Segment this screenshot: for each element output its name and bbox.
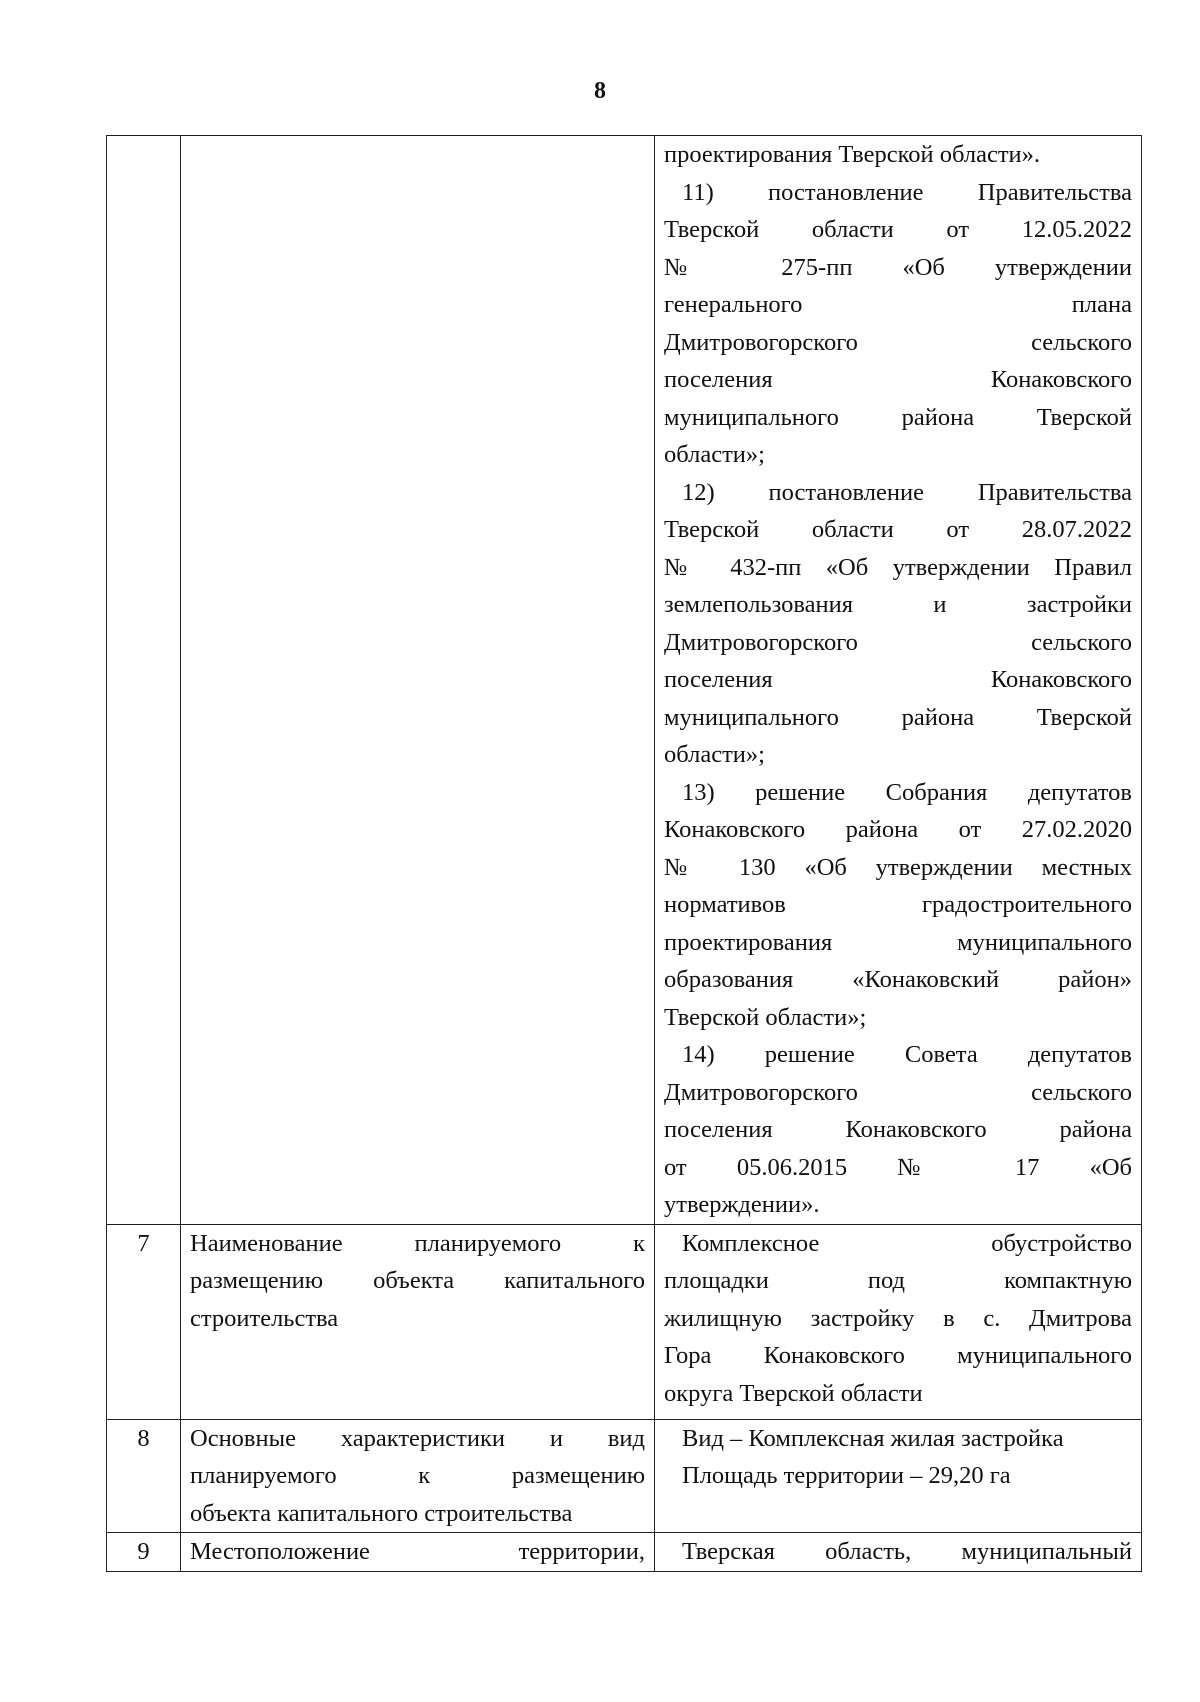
value-line: нормативов градостроительного [664,891,1132,918]
value-line: Вид – Комплексная жилая застройка [682,1424,1064,1452]
value-line: муниципального района Тверской [664,403,1132,431]
name-line: объекта капитального строительства [190,1499,573,1527]
row-value-cell [655,1224,1142,1419]
row-name-cell [181,1224,655,1419]
row-name-cell [181,136,655,1225]
table-row-7 [107,1224,1142,1419]
page-number: 8 [594,78,606,104]
row-value-cell [655,136,1142,1225]
value-line: землепользования и застройки [664,591,1132,618]
value-line: поселения Конаковского района [664,1116,1132,1143]
value-line: Площадь территории – 29,20 га [682,1462,1011,1489]
value-line: 14) решение Совета депутатов [682,1041,1132,1068]
table-row-continuation [107,136,1142,1225]
value-line: 11) постановление Правительства [682,178,1132,206]
value-line: № 275-пп «Об утверждении [664,253,1132,281]
value-line: округа Тверской области [664,1379,923,1407]
name-line: строительства [190,1304,339,1332]
value-line: области»; [664,441,765,468]
value-line: 12) постановление Правительства [682,478,1132,506]
value-line: Тверской области от 28.07.2022 [664,516,1132,543]
value-line: утверждении». [664,1191,820,1218]
value-line: Тверской области от 12.05.2022 [664,216,1132,243]
value-line: поселения Конаковского [664,666,1132,693]
table-row-9 [107,1533,1142,1572]
value-line: Гора Конаковского муниципального [664,1342,1132,1369]
value-line: Конаковского района от 27.02.2020 [664,816,1132,843]
name-line: Местоположение территории, [190,1538,645,1565]
document-table [106,135,1142,1572]
value-line: 13) решение Собрания депутатов [682,778,1132,806]
row-number-cell: 9 [107,1533,181,1572]
table-row-8 [107,1419,1142,1533]
name-line: Наименование планируемого к [190,1229,645,1257]
value-line: области»; [664,741,765,768]
name-line: планируемого к размещению [190,1462,645,1489]
value-line: № 432-пп «Об утверждении Правил [664,553,1132,581]
row-name-cell [181,1419,655,1533]
row-value-cell [655,1419,1142,1533]
value-line: проектирования муниципального [664,928,1132,956]
row-number-cell [107,136,181,1225]
value-line: Тверская область, муниципальный [682,1538,1132,1565]
value-line: Тверской области»; [664,1003,867,1031]
row-number-cell: 8 [107,1419,181,1533]
name-line: размещению объекта капитального [190,1267,645,1294]
value-line: Комплексное обустройство [682,1229,1132,1257]
value-line: жилищную застройку в с. Дмитрова [664,1304,1132,1332]
value-line: Дмитровогорского сельского [664,628,1132,656]
value-line: поселения Конаковского [664,366,1132,393]
value-line: Дмитровогорского сельского [664,328,1132,356]
row-name-cell [181,1533,655,1572]
row-number-cell: 7 [107,1224,181,1419]
value-line: Дмитровогорского сельского [664,1078,1132,1106]
value-line: проектирования Тверской области». [664,141,1041,168]
name-line: Основные характеристики и вид [190,1424,645,1452]
value-line: образования «Конаковский район» [664,966,1132,993]
row-value-cell [655,1533,1142,1572]
value-line: муниципального района Тверской [664,703,1132,731]
value-line: площадки под компактную [664,1267,1132,1294]
value-line: от 05.06.2015 № 17 «Об [664,1153,1132,1181]
value-line: № 130 «Об утверждении местных [664,853,1132,881]
value-line: генерального плана [664,291,1132,318]
